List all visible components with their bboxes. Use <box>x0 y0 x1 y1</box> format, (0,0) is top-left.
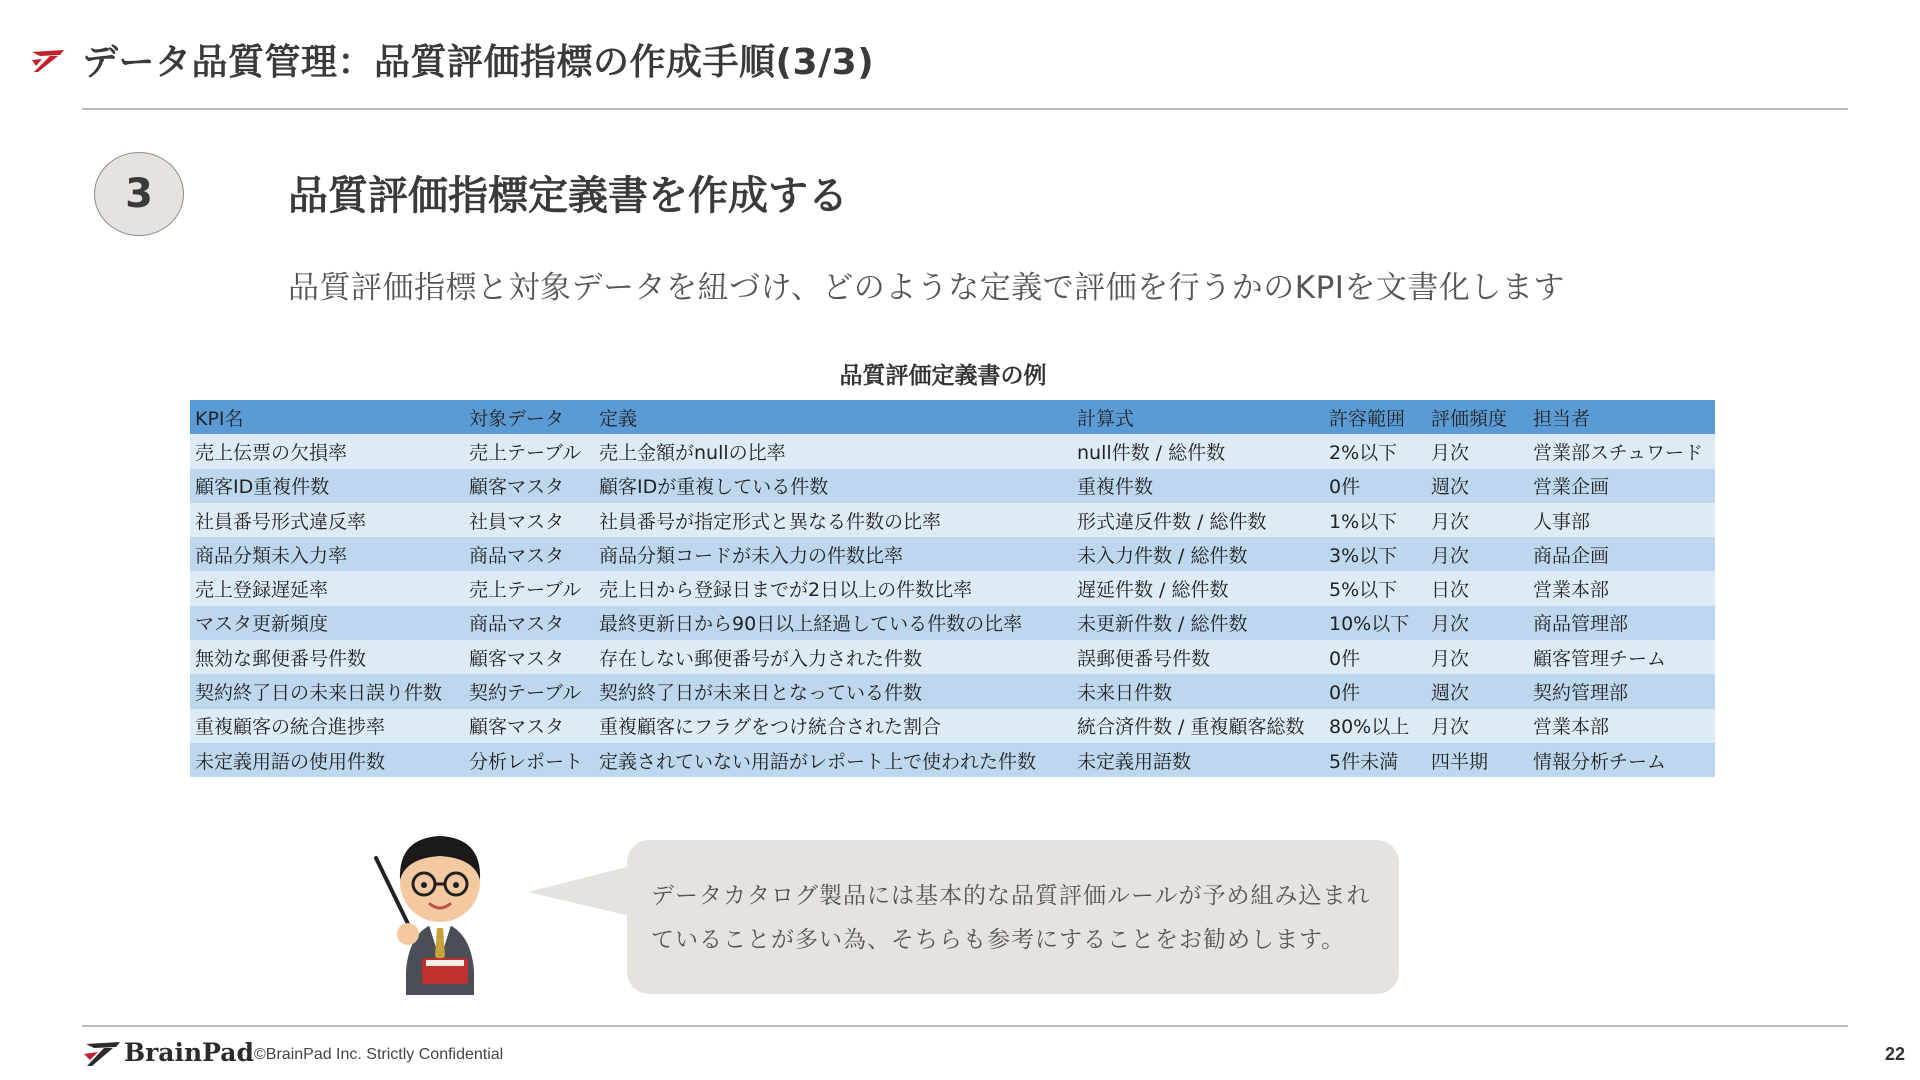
table-row <box>190 674 1715 708</box>
table-cell: 顧客管理チーム <box>1533 647 1667 670</box>
column-header: 計算式 <box>1077 407 1135 430</box>
table-cell: 5件未満 <box>1329 750 1399 773</box>
speech-bubble-tail <box>528 860 638 920</box>
table-cell: 1%以下 <box>1329 510 1398 533</box>
table-cell: 契約管理部 <box>1533 682 1629 705</box>
table-cell: 売上金額がnullの比率 <box>599 441 786 464</box>
table-row <box>190 571 1715 605</box>
table-cell: 月次 <box>1431 544 1470 567</box>
column-header: 対象データ <box>469 407 565 430</box>
step-description: 品質評価指標と対象データを紐づけ、どのような定義で評価を行うかのKPIを文書化します <box>288 270 1565 306</box>
table-row <box>190 640 1715 674</box>
table-cell: 営業本部 <box>1533 716 1610 739</box>
table-cell: 重複件数 <box>1077 476 1154 499</box>
table-row <box>190 503 1715 537</box>
table-cell: 月次 <box>1431 510 1470 533</box>
table-cell: 社員番号が指定形式と異なる件数の比率 <box>599 510 942 533</box>
table-cell: 商品企画 <box>1533 544 1610 567</box>
table-cell: 存在しない郵便番号が入力された件数 <box>599 647 923 670</box>
brainpad-mark-icon <box>82 1040 122 1068</box>
table-cell: 無効な郵便番号件数 <box>195 647 367 670</box>
table-cell: 月次 <box>1431 441 1470 464</box>
table-cell: 重複顧客の統合進捗率 <box>195 716 386 739</box>
page-number: 22 <box>1884 1044 1905 1064</box>
table-cell: 四半期 <box>1431 750 1489 773</box>
table-cell: 顧客ID重複件数 <box>195 476 330 499</box>
table-row <box>190 537 1715 571</box>
table-row <box>190 743 1715 777</box>
table-cell: 統合済件数 / 重複顧客総数 <box>1077 716 1305 739</box>
table-cell: 未更新件数 / 総件数 <box>1077 613 1248 636</box>
column-header: 担当者 <box>1533 407 1591 430</box>
header-divider <box>82 108 1848 110</box>
step-heading: 品質評価指標定義書を作成する <box>288 173 848 219</box>
table-cell: 情報分析チーム <box>1533 750 1667 773</box>
table-cell: 商品管理部 <box>1533 613 1629 636</box>
table-cell: 社員マスタ <box>469 510 565 533</box>
table-cell: 商品分類未入力率 <box>195 544 348 567</box>
table-cell: 契約終了日の未来日誤り件数 <box>195 682 443 705</box>
table-cell: 売上テーブル <box>469 579 582 602</box>
table-cell: 週次 <box>1431 682 1470 705</box>
page-title: データ品質管理：品質評価指標の作成手順(3/3) <box>82 42 875 83</box>
footer-divider <box>82 1025 1848 1027</box>
speech-bubble <box>627 840 1399 994</box>
table-cell: 顧客マスタ <box>469 476 565 499</box>
table-cell: 商品マスタ <box>469 613 565 636</box>
table-cell: マスタ更新頻度 <box>195 613 329 636</box>
table-cell: 分析レポート <box>469 750 584 773</box>
table-cell: 未定義用語数 <box>1077 750 1192 773</box>
table-cell: 契約終了日が未来日となっている件数 <box>599 682 923 705</box>
table-caption: 品質評価定義書の例 <box>839 363 1047 389</box>
speech-line: ていることが多い為、そちらも参考にすることをお勧めします。 <box>651 927 1346 953</box>
table-cell: 営業本部 <box>1533 579 1610 602</box>
table-cell: 週次 <box>1431 476 1470 499</box>
table-cell: 0件 <box>1329 647 1361 670</box>
brand-name: BrainPad <box>124 1038 254 1067</box>
table-cell: 商品マスタ <box>469 544 565 567</box>
table-cell: 未定義用語の使用件数 <box>195 750 386 773</box>
table-cell: 営業企画 <box>1533 476 1610 499</box>
table-cell: 顧客マスタ <box>469 716 565 739</box>
table-cell: 売上テーブル <box>469 441 582 464</box>
copyright-notice: ©BrainPad Inc. Strictly Confidential <box>254 1046 504 1063</box>
table-cell: null件数 / 総件数 <box>1077 441 1226 464</box>
table-cell: 未来日件数 <box>1077 682 1173 705</box>
table-cell: 人事部 <box>1533 510 1591 533</box>
table-cell: 誤郵便番号件数 <box>1077 647 1211 670</box>
table-cell: 商品分類コードが未入力の件数比率 <box>599 544 904 567</box>
column-header: KPI名 <box>195 407 244 430</box>
table-cell: 3%以下 <box>1329 544 1398 567</box>
kpi-definition-table <box>190 400 1715 777</box>
table-cell: 重複顧客にフラグをつけ統合された割合 <box>599 716 942 739</box>
brainpad-mark-icon <box>30 48 66 74</box>
table-cell: 最終更新日から90日以上経過している件数の比率 <box>599 613 1023 636</box>
table-cell: 形式違反件数 / 総件数 <box>1077 510 1267 533</box>
table-cell: 顧客IDが重複している件数 <box>599 476 829 499</box>
table-cell: 売上日から登録日までが2日以上の件数比率 <box>599 579 973 602</box>
table-cell: 顧客マスタ <box>469 647 565 670</box>
step-number-badge: 3 <box>94 152 184 236</box>
table-cell: 月次 <box>1431 647 1470 670</box>
column-header: 定義 <box>599 407 638 430</box>
table-cell: 月次 <box>1431 716 1470 739</box>
table-row <box>190 709 1715 743</box>
table-cell: 月次 <box>1431 613 1470 636</box>
table-cell: 10%以下 <box>1329 613 1410 636</box>
table-cell: 日次 <box>1431 579 1470 602</box>
table-cell: 定義されていない用語がレポート上で使われた件数 <box>599 750 1037 773</box>
table-row <box>190 469 1715 503</box>
column-header: 許容範囲 <box>1329 407 1406 430</box>
table-header-row <box>190 400 1715 434</box>
column-header: 評価頻度 <box>1431 407 1508 430</box>
speech-line: データカタログ製品には基本的な品質評価ルールが予め組み込まれ <box>651 883 1371 909</box>
table-cell: 売上伝票の欠損率 <box>195 441 348 464</box>
table-cell: 2%以下 <box>1329 441 1398 464</box>
table-cell: 売上登録遅延率 <box>195 579 329 602</box>
table-cell: 営業部スチュワード <box>1533 441 1704 464</box>
table-cell: 遅延件数 / 総件数 <box>1077 579 1229 602</box>
table-row <box>190 606 1715 640</box>
table-cell: 0件 <box>1329 476 1361 499</box>
table-cell: 社員番号形式違反率 <box>195 510 367 533</box>
table-row <box>190 434 1715 468</box>
table-cell: 80%以上 <box>1329 716 1410 739</box>
businessman-with-pointer-icon <box>370 810 510 995</box>
table-cell: 契約テーブル <box>469 682 582 705</box>
table-cell: 未入力件数 / 総件数 <box>1077 544 1248 567</box>
table-cell: 5%以下 <box>1329 579 1398 602</box>
table-cell: 0件 <box>1329 682 1361 705</box>
